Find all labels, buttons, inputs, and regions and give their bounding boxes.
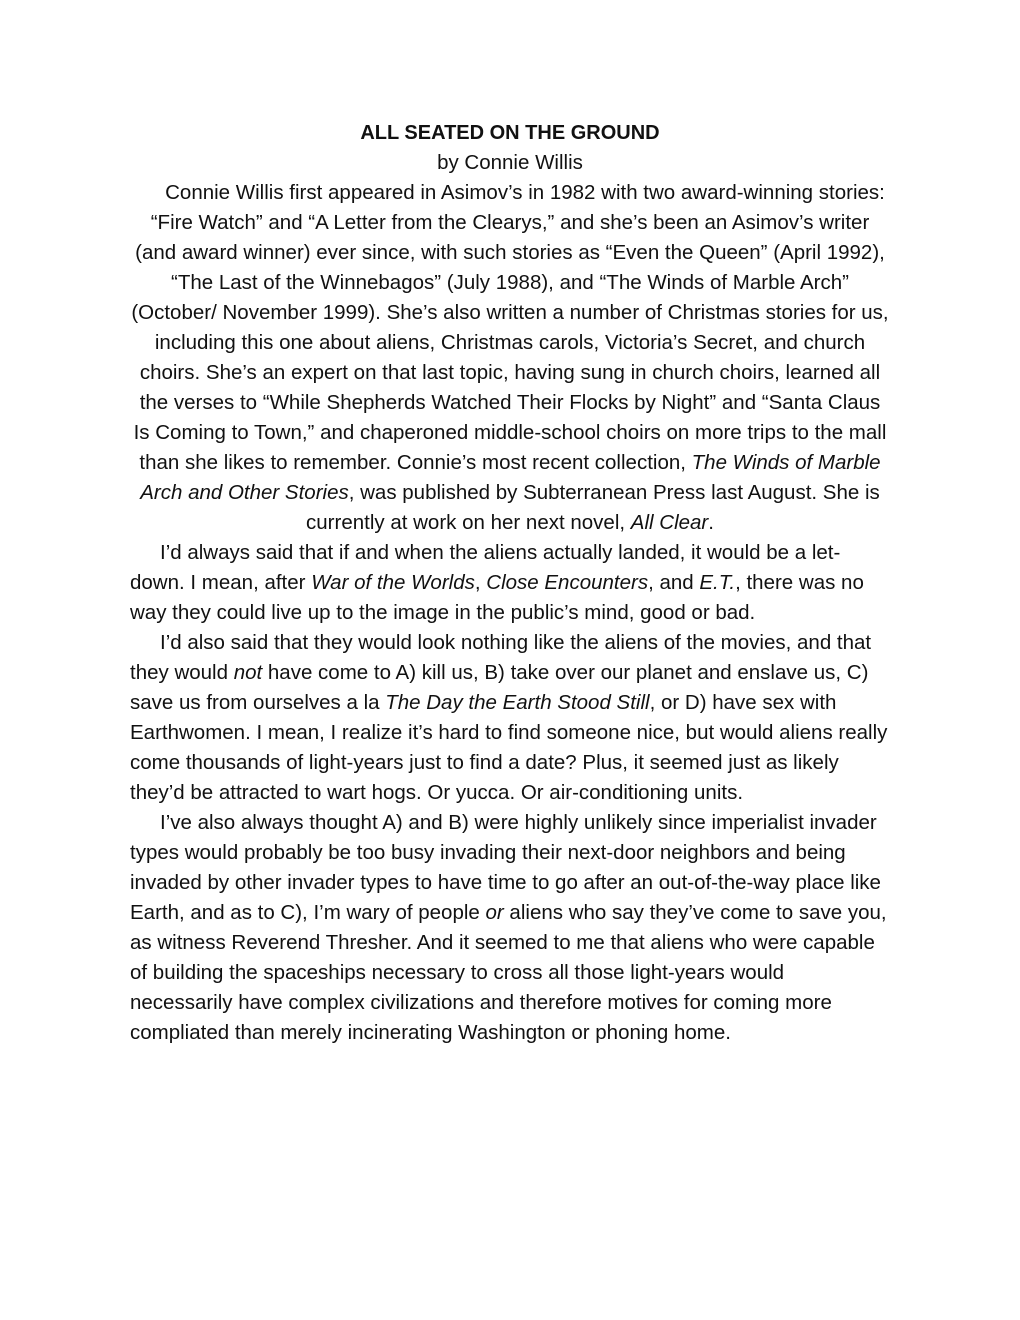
p2-text-3: , or D) have sex with Earthwomen. I mean, I realize it’s hard to find someone nice, but would aliens really come thousands of light-years just to find a date? Plus, it seemed just as likely they’d be attracted to wart hogs. Or yucca. Or air-conditioning units. — [130, 691, 888, 804]
story-title: ALL SEATED ON THE GROUND — [360, 122, 660, 144]
p2-text-2: have come to A) kill us, B) take over our planet and enslave us, C) save us from ourselves a la — [130, 661, 869, 714]
p1-film-3: E.T. — [699, 571, 736, 594]
body-paragraph-2 — [130, 628, 890, 808]
p1-text-4: , there was no way they could live up to the image in the public’s mind, good or bad. — [130, 571, 864, 624]
intro-text-3: . — [708, 511, 714, 534]
p2-emphasis: not — [233, 661, 263, 684]
p3-text-1: I’ve also always thought A) and B) were highly unlikely since imperialist invader types would probably be too busy invading their next-door neighbors and being invaded by other invader types to have time to go after an out-of-the-way place like Earth, and as to C), I’m wary of people — [130, 811, 881, 924]
intro-text-2: , was published by Subterranean Press last August. She is currently at work on her next novel, — [306, 481, 880, 534]
intro-book-title: The Winds of Marble Arch and Other Stories — [140, 451, 881, 504]
p1-text-2: , — [474, 571, 487, 594]
author-byline: by Connie Willis — [437, 151, 583, 174]
p1-text-1: I’d always said that if and when the aliens actually landed, it would be a let-down. I mean, after — [130, 541, 841, 594]
body-paragraph-3 — [130, 808, 890, 1048]
intro-text-1: Connie Willis first appeared in Asimov’s in 1982 with two award-winning stories: “Fire Watch” and “A Letter from the Clearys,” and she’s been an Asimov’s writer (and award winner) ever since, with such stories as “Even the Queen” (April 1992), “The Last of the Winnebagos” (July 1988), and “The Winds of Marble Arch” (October/ November 1999). She’s also written a number of Christmas stories for us, including this one about aliens, Christmas carols, Victoria’s Secret, and church choirs. She’s an expert on that last topic, having sung in church choirs, learned all the verses to “While Shepherds Watched Their Flocks by Night” and “Santa Claus Is Coming to Town,” and chaperoned middle-school choirs on more trips to the mall than she likes to remember. Connie’s most recent collection, — [131, 181, 889, 474]
intro-paragraph — [130, 178, 890, 538]
p1-film-2: Close Encounters — [486, 571, 649, 594]
p3-emphasis: or — [485, 901, 504, 924]
intro-novel-title: All Clear — [630, 511, 709, 534]
p3-text-2: aliens who say they’ve come to save you, as witness Reverend Thresher. And it seemed to me that aliens who were capable of building the spaceships necessary to cross all those light-years would necessarily have complex civilizations and therefore motives for coming more compliated than merely incinerating Washington or phoning home. — [130, 901, 887, 1044]
body-paragraph-1 — [130, 538, 890, 628]
p1-film-1: War of the Worlds — [311, 571, 475, 594]
p2-film: The Day the Earth Stood Still — [385, 691, 650, 714]
p2-text-1: I’d also said that they would look nothing like the aliens of the movies, and that they would — [130, 631, 872, 684]
p1-text-3: , and — [648, 571, 700, 594]
